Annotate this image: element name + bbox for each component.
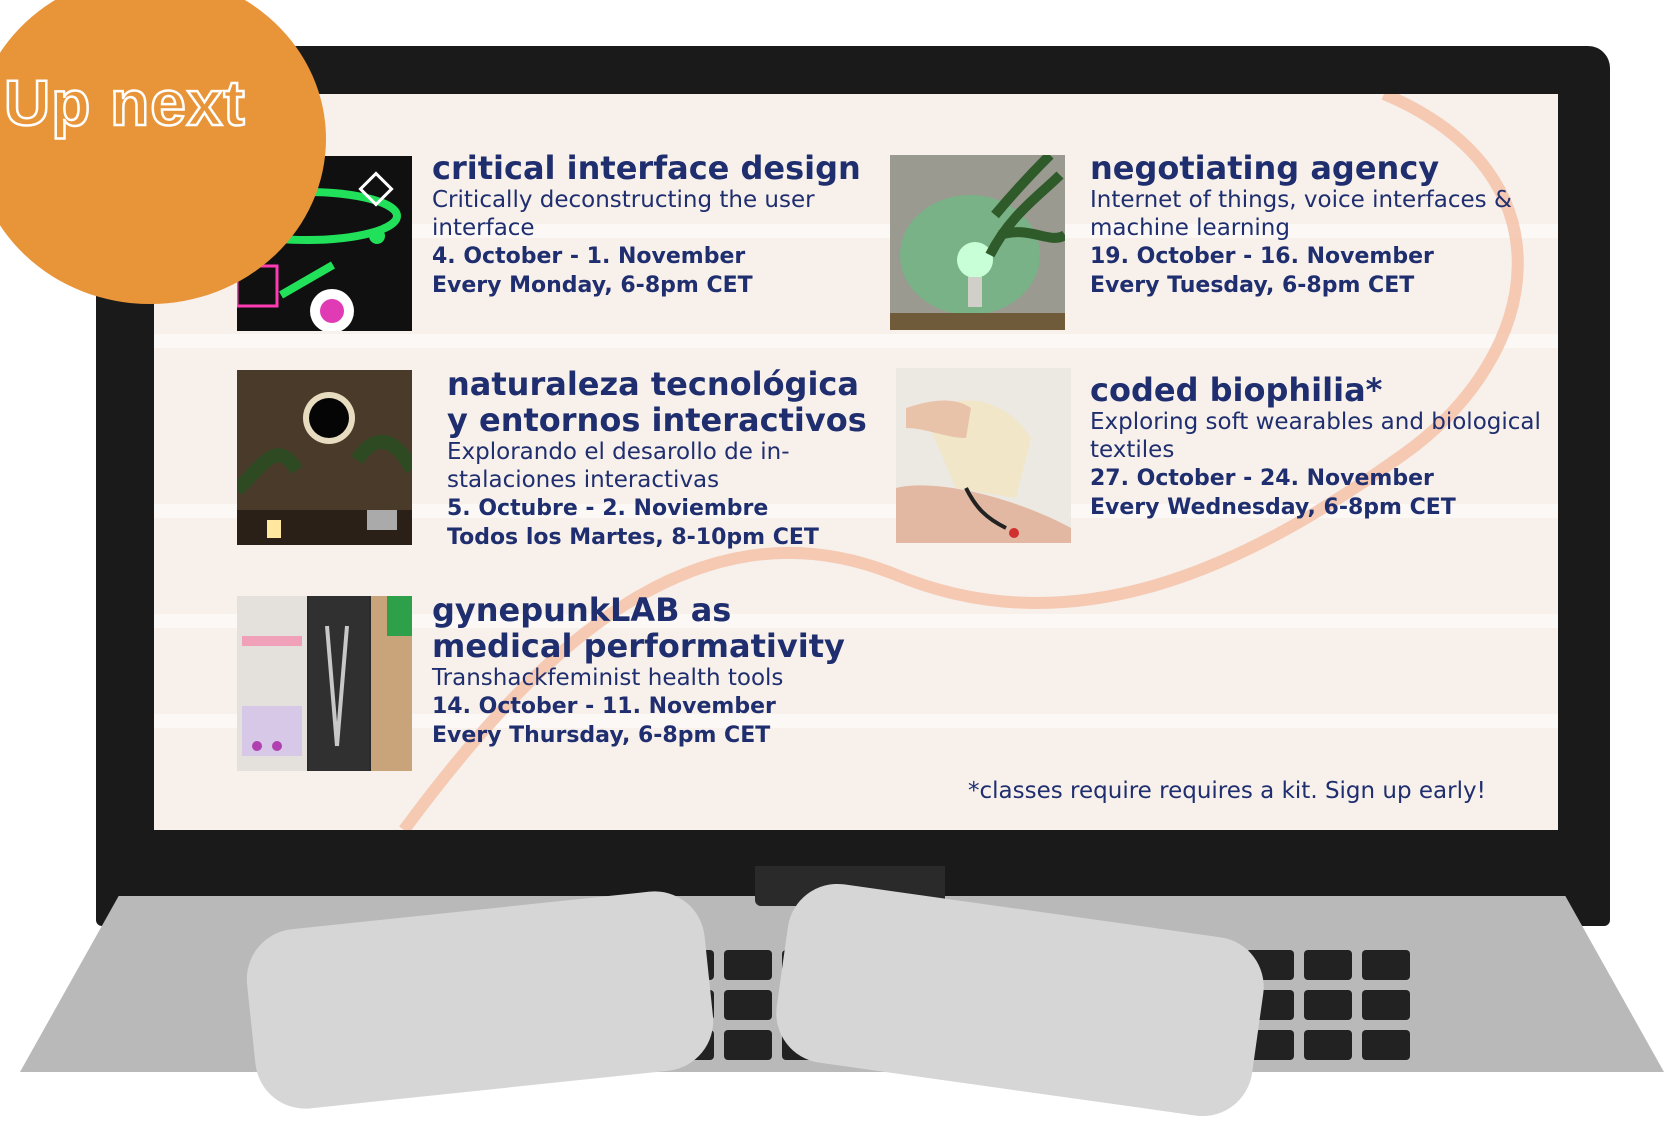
course-description: Transhackfeminist health tools [432,665,784,691]
course-gynepunklab [432,592,872,750]
course-title[interactable]: coded biophilia* [1090,371,1383,409]
course-description: Exploring soft wearables and biological textiles [1090,409,1541,463]
course-dates: 19. October - 16. November [1090,244,1434,269]
kit-footnote: *classes require requires a kit. Sign up early! [968,778,1486,804]
course-title[interactable]: critical interface design [432,149,861,187]
course-schedule: Todos los Martes, 8-10pm CET [447,525,819,550]
course-coded-biophilia [1090,372,1560,522]
course-naturaleza-tecnologica [447,366,867,552]
course-schedule: Every Wednesday, 6-8pm CET [1090,495,1456,520]
course-title[interactable]: negotiating agency [1090,149,1440,187]
course-schedule: Every Monday, 6-8pm CET [432,273,753,298]
course-description: Internet of things, voice interfaces & machine learning [1090,187,1512,241]
course-dates: 27. October - 24. November [1090,466,1434,491]
course-image-negotiating-agency[interactable] [890,155,1065,330]
course-image-coded-biophilia[interactable] [896,368,1071,543]
course-description: Explorando el desarollo de in-stalaciones interactivas [447,439,790,493]
course-description: Critically deconstructing the user interface [432,187,815,241]
course-dates: 5. Octubre - 2. Noviembre [447,496,769,521]
course-dates: 4. October - 1. November [432,244,746,269]
course-image-gynepunklab[interactable] [237,596,412,771]
course-image-naturaleza-tecnologica[interactable] [237,370,412,545]
course-negotiating-agency [1090,150,1560,300]
course-dates: 14. October - 11. November [432,694,776,719]
course-critical-interface-design [432,150,872,300]
course-title[interactable]: naturaleza tecnológica y entornos interactivos [447,365,867,439]
badge-label: Up next [4,67,246,139]
course-title[interactable]: gynepunkLAB as medical performativity [432,591,845,665]
course-schedule: Every Thursday, 6-8pm CET [432,723,771,748]
course-schedule: Every Tuesday, 6-8pm CET [1090,273,1415,298]
